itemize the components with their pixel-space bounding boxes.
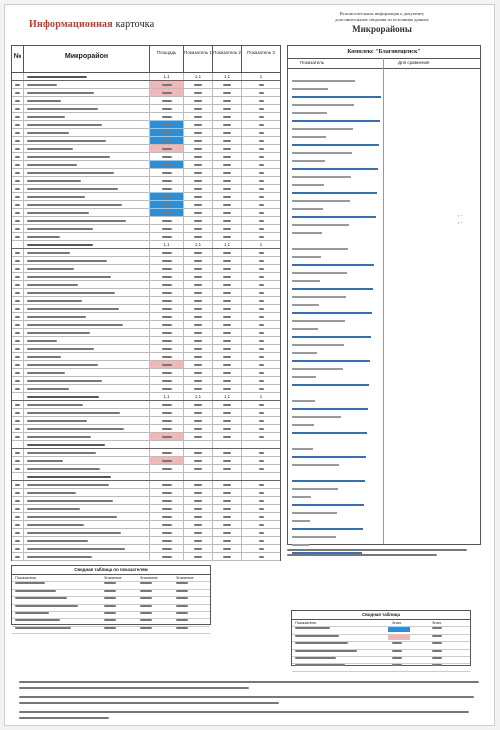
chart-bar	[292, 448, 313, 450]
chart-bar	[292, 328, 318, 330]
chart-bar	[292, 544, 309, 546]
table-row	[12, 185, 280, 193]
chart-bar	[292, 400, 315, 402]
table-row	[12, 465, 280, 473]
summary-right-h2: Знач.	[432, 620, 442, 625]
chart-bar	[292, 304, 319, 306]
table-row	[12, 377, 280, 385]
summary-left-h2: Значение	[140, 575, 158, 580]
table-section-row	[12, 473, 280, 481]
note-1	[19, 679, 489, 691]
subtitle-line-2: дополнительные сведения из источника данных	[335, 17, 429, 22]
bar-chart-panel	[287, 45, 481, 545]
chart-bar	[292, 320, 345, 322]
chart-bar	[292, 96, 381, 98]
table-row	[12, 193, 280, 201]
chart-bar	[292, 520, 310, 522]
table-row	[12, 97, 280, 105]
title-rest: карточка	[115, 19, 155, 30]
chart-title: Комплекс "Благовещенск"	[288, 46, 480, 59]
table-row	[12, 385, 280, 393]
summary-left-title: Сводная таблица по показателям	[12, 566, 210, 575]
table-row	[12, 321, 280, 329]
document-title	[29, 19, 269, 33]
table-row	[12, 233, 280, 241]
table-row	[12, 209, 280, 217]
chart-bar	[292, 336, 371, 338]
table-row	[12, 401, 280, 409]
chart-bar	[292, 208, 323, 210]
chart-bar	[292, 296, 346, 298]
col-header-metric2: Показатель 2	[213, 46, 242, 72]
title-red: Информационная	[29, 19, 113, 30]
chart-bar	[292, 80, 355, 82]
chart-bar	[292, 176, 351, 178]
table-row	[12, 153, 280, 161]
table-row	[12, 457, 280, 465]
chart-bar	[292, 120, 380, 122]
table-row	[12, 169, 280, 177]
chart-bar	[292, 424, 314, 426]
summary-right-title: Сводная таблица	[292, 611, 470, 620]
table-row	[12, 113, 280, 121]
table-row	[12, 425, 280, 433]
chart-bar	[292, 528, 363, 530]
chart-bar	[292, 232, 322, 234]
chart-bar	[292, 384, 369, 386]
chart-bar	[292, 288, 373, 290]
summary-right-row	[292, 657, 470, 664]
table-row	[12, 361, 280, 369]
table-row	[12, 353, 280, 361]
chart-bar	[292, 224, 349, 226]
table-row	[12, 161, 280, 169]
table-row	[12, 537, 280, 545]
subtitle-main: Микрорайоны	[352, 24, 412, 34]
summary-left-h1: Значение	[104, 575, 122, 580]
chart-bar	[292, 504, 364, 506]
chart-bar	[292, 536, 336, 538]
document-subtitle-block	[287, 11, 477, 36]
table-row	[12, 289, 280, 297]
summary-table-right	[291, 610, 471, 666]
table-row	[12, 409, 280, 417]
table-row	[12, 449, 280, 457]
chart-bar	[292, 344, 344, 346]
table-row	[12, 529, 280, 537]
summary-left-h0: Показатель	[15, 575, 37, 580]
summary-left-row	[12, 612, 210, 619]
chart-bar	[292, 464, 339, 466]
table-row	[12, 417, 280, 425]
summary-right-h1: Знач.	[392, 620, 402, 625]
chart-bar	[292, 152, 352, 154]
table-row	[12, 121, 280, 129]
table-row	[12, 177, 280, 185]
chart-bar	[292, 216, 376, 218]
chart-bar	[292, 160, 325, 162]
chart-bar	[292, 264, 374, 266]
table-row	[12, 505, 280, 513]
table-row	[12, 313, 280, 321]
table-section-row: 1,1 1,1 1,1 1	[12, 73, 280, 81]
table-row	[12, 497, 280, 505]
table-row	[12, 201, 280, 209]
chart-bar	[292, 104, 354, 106]
summary-right-row	[292, 664, 470, 671]
chart-col-left: Показатель	[300, 60, 325, 65]
table-row	[12, 513, 280, 521]
summary-right-row	[292, 635, 470, 642]
chart-bar	[292, 192, 377, 194]
table-row	[12, 297, 280, 305]
subtitle-line-1: Вспомогательная информация к документу	[339, 11, 425, 16]
summary-left-row	[12, 597, 210, 604]
note-3	[19, 709, 489, 721]
col-header-metric3: Показатель 3	[247, 50, 275, 55]
chart-bar	[292, 352, 317, 354]
chart-bar	[292, 432, 367, 434]
chart-legend-mark-1: ▪ ─	[458, 214, 464, 218]
summary-left-row	[12, 582, 210, 589]
summary-right-body	[292, 627, 470, 671]
chart-bar	[292, 360, 370, 362]
table-row	[12, 217, 280, 225]
table-section-row	[12, 441, 280, 449]
table-row	[12, 105, 280, 113]
table-row	[12, 521, 280, 529]
chart-bar	[292, 480, 365, 482]
table-row	[12, 345, 280, 353]
main-table-header	[12, 46, 280, 73]
chart-bar	[292, 496, 311, 498]
table-row	[12, 329, 280, 337]
chart-col-right: Для сравнения	[398, 60, 430, 65]
summary-left-row	[12, 605, 210, 612]
chart-bar	[292, 128, 353, 130]
chart-bar	[292, 488, 338, 490]
table-row	[12, 137, 280, 145]
summary-table-left	[11, 565, 211, 625]
col-header-area: Площадь	[150, 46, 184, 72]
chart-bar	[292, 312, 372, 314]
document-sheet	[4, 4, 495, 726]
chart-divider	[383, 58, 384, 544]
summary-right-row	[292, 642, 470, 649]
table-row	[12, 273, 280, 281]
chart-bar	[292, 112, 327, 114]
chart-bar	[292, 200, 350, 202]
chart-bar	[292, 248, 348, 250]
col-header-name: Микрорайон	[24, 46, 150, 72]
summary-right-header	[292, 620, 470, 627]
summary-right-row	[292, 627, 470, 634]
table-section-row: 1,1 1,1 1,1 1	[12, 241, 280, 249]
summary-left-body	[12, 582, 210, 634]
chart-bar	[292, 408, 368, 410]
summary-left-header	[12, 575, 210, 582]
table-row	[12, 249, 280, 257]
table-row	[12, 257, 280, 265]
table-row	[12, 433, 280, 441]
table-row	[12, 545, 280, 553]
col-header-metric1: Показатель 1	[184, 46, 213, 72]
chart-bar	[292, 368, 343, 370]
table-row	[12, 281, 280, 289]
table-row	[12, 305, 280, 313]
chart-bar	[292, 416, 341, 418]
document-notes	[19, 679, 489, 724]
chart-bar	[292, 144, 379, 146]
table-row	[12, 81, 280, 89]
summary-right-h0: Показатель	[295, 620, 317, 625]
main-table	[11, 45, 281, 561]
summary-left-h3: Значение	[176, 575, 194, 580]
chart-bar	[292, 136, 326, 138]
table-row	[12, 225, 280, 233]
table-row	[12, 145, 280, 153]
table-row	[12, 89, 280, 97]
table-row	[12, 481, 280, 489]
note-2	[19, 694, 489, 706]
chart-bar	[292, 280, 320, 282]
chart-bar	[292, 456, 366, 458]
table-section-row: 1,1 1,1 1,1 1	[12, 393, 280, 401]
chart-legend-mark-2: ▪ ─	[458, 221, 464, 225]
summary-left-row	[12, 627, 210, 634]
chart-bar	[292, 512, 337, 514]
table-row	[12, 337, 280, 345]
col-header-num: №	[12, 46, 24, 72]
chart-bar	[292, 376, 316, 378]
summary-left-row	[12, 619, 210, 626]
chart-bar	[292, 88, 328, 90]
summary-right-row	[292, 650, 470, 657]
table-row	[12, 489, 280, 497]
summary-left-row	[12, 590, 210, 597]
chart-bar	[292, 272, 347, 274]
chart-bar	[292, 184, 324, 186]
table-row	[12, 553, 280, 561]
chart-subheader	[288, 58, 480, 69]
chart-bar	[292, 168, 378, 170]
table-row	[12, 129, 280, 137]
chart-footnote	[287, 547, 487, 557]
chart-bar	[292, 256, 321, 258]
table-row	[12, 369, 280, 377]
table-row	[12, 265, 280, 273]
